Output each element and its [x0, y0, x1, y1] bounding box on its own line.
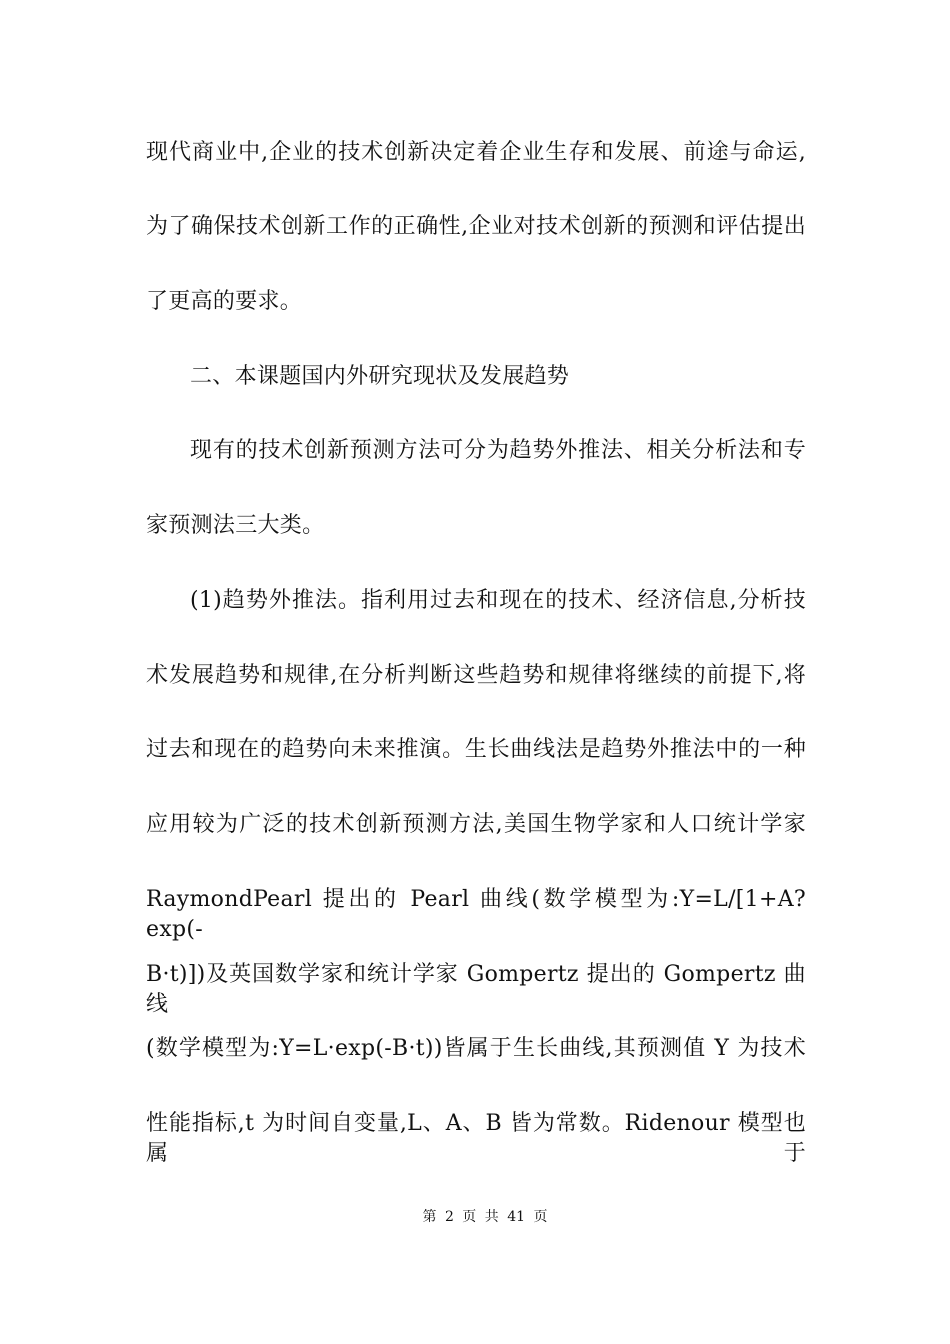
paragraph-line: RaymondPearl 提出的 Pearl 曲线(数学模型为:Y=L/[1+A?exp(- — [146, 887, 806, 942]
paragraph-line: 了更高的要求。 — [146, 289, 303, 314]
paragraph-line: B·t)])及英国数学家和统计学家 Gompertz 提出的 Gompertz 曲线 — [146, 962, 806, 1017]
paragraph-line: 性能指标,t 为时间自变量,L、A、B 皆为常数。Ridenour 模型也属于 — [146, 1111, 806, 1166]
paragraph-line: (1)趋势外推法。指利用过去和现在的技术、经济信息,分析技 — [190, 588, 806, 613]
paragraph-line: 现代商业中,企业的技术创新决定着企业生存和发展、前途与命运, — [146, 140, 806, 165]
paragraph-line: 为了确保技术创新工作的正确性,企业对技术创新的预测和评估提出 — [146, 214, 806, 239]
section-heading: 二、本课题国内外研究现状及发展趋势 — [190, 364, 570, 389]
paragraph-line: 现有的技术创新预测方法可分为趋势外推法、相关分析法和专 — [190, 438, 806, 463]
paragraph-line: 术发展趋势和规律,在分析判断这些趋势和规律将继续的前提下,将 — [146, 663, 806, 688]
paragraph-line: 家预测法三大类。 — [146, 513, 325, 538]
paragraph-line: 应用较为广泛的技术创新预测方法,美国生物学家和人口统计学家 — [146, 812, 806, 837]
paragraph-line: 过去和现在的趋势向未来推演。生长曲线法是趋势外推法中的一种 — [146, 737, 806, 762]
page-number-footer: 第 2 页 共 41 页 — [422, 1209, 548, 1225]
paragraph-line: (数学模型为:Y=L·exp(-B·t))皆属于生长曲线,其预测值 Y 为技术 — [146, 1036, 806, 1061]
